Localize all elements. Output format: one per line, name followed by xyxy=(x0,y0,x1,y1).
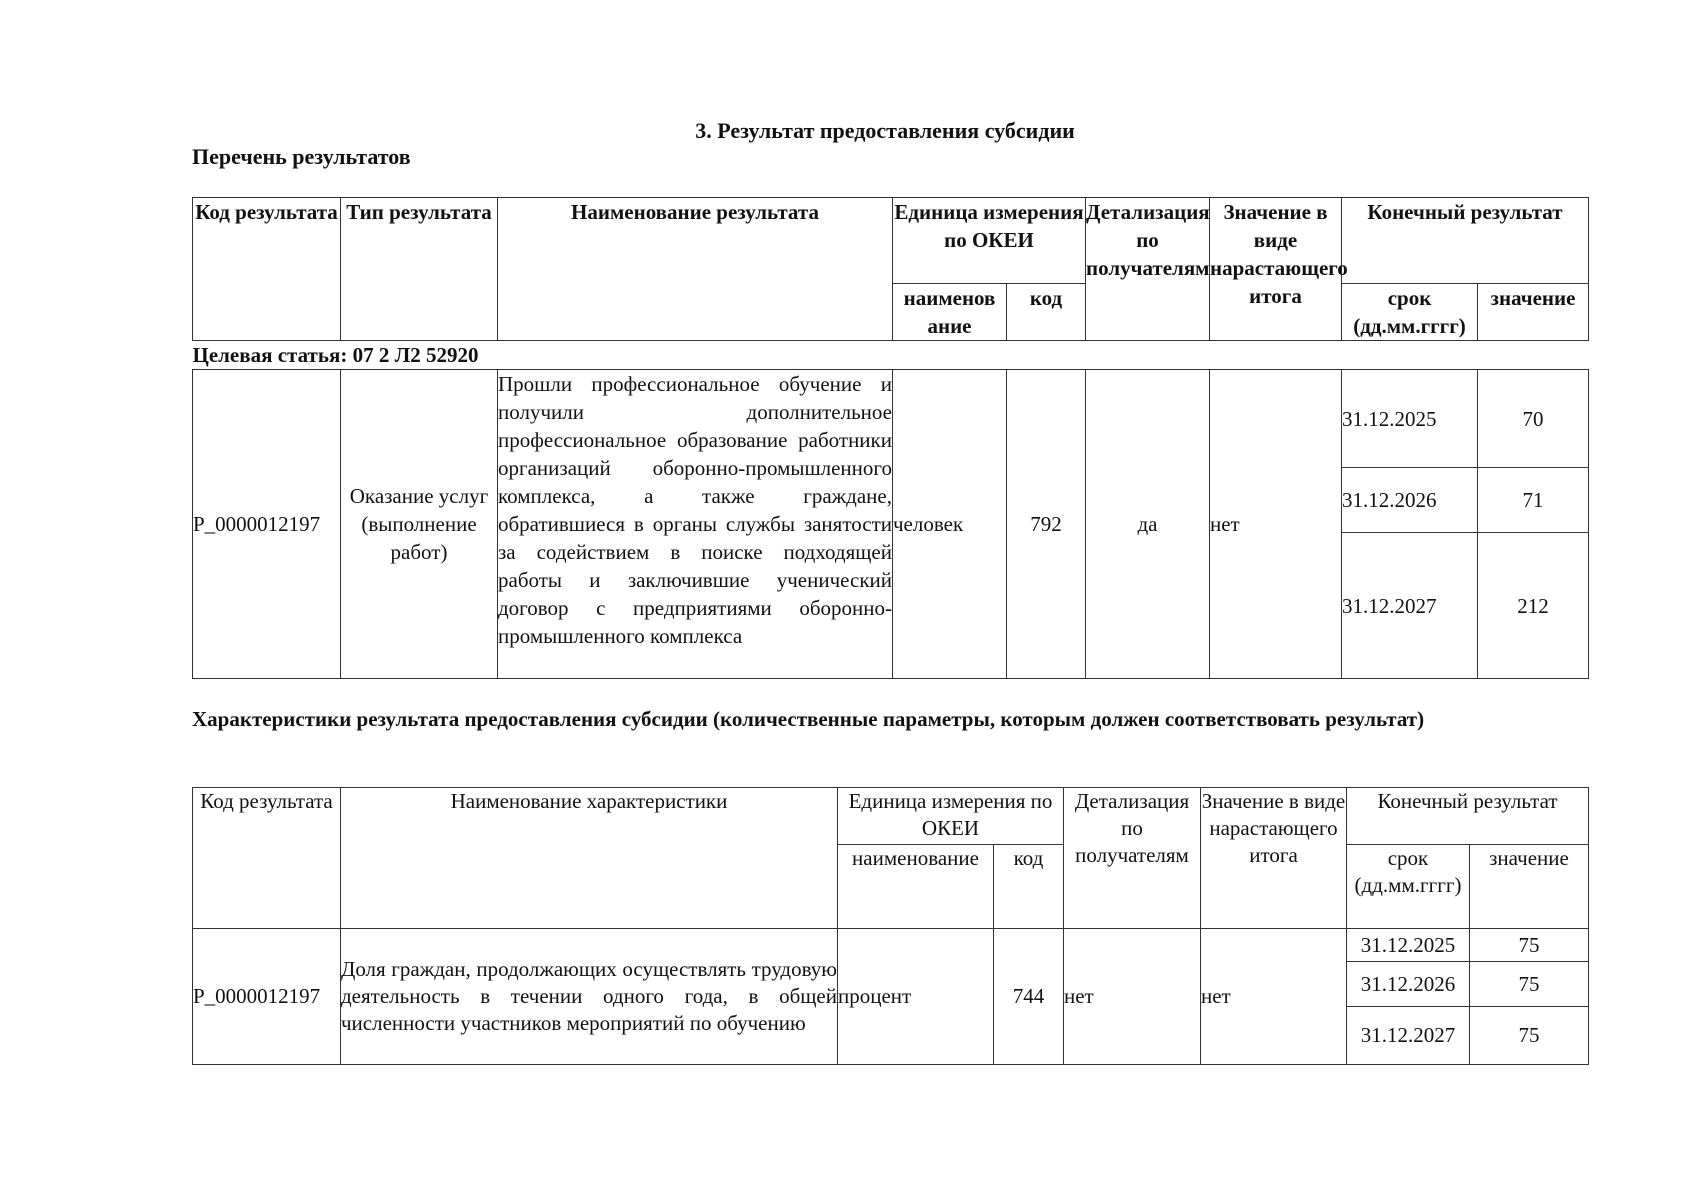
char-cumulative: нет xyxy=(1201,929,1347,1065)
header-value: значение xyxy=(1478,284,1589,341)
result-detail: да xyxy=(1086,370,1210,679)
char-deadline: 31.12.2027 xyxy=(1347,1007,1470,1065)
char-header-cumulative: Значение в виде нарастающего итога xyxy=(1201,788,1347,929)
char-name: Доля граждан, продолжающих осуществлять трудовую деятельность в течении одного года, в общей численности участников мероприятий по обучению xyxy=(341,929,838,1065)
char-code: Р_0000012197 xyxy=(193,929,341,1065)
header-type: Тип результата xyxy=(341,198,498,341)
char-header-name: Наименование характеристики xyxy=(341,788,838,929)
results-table xyxy=(192,197,1589,679)
char-header-unit-name: наименование xyxy=(838,845,994,929)
result-type: Оказание услуг (выполнение работ) xyxy=(341,370,498,679)
result-name: Прошли профессиональное обучение и получили дополнительное профессиональное образование работники организаций оборонно-промышленного комплекса, а также граждане, обратившиеся в органы службы занятости за содействием в поиске подходящей работы и заключившие ученический договор с предприятиями оборонно-промышленного комплекса xyxy=(498,370,893,679)
header-cumulative: Значение в виде нарастающего итога xyxy=(1210,198,1342,341)
char-value: 75 xyxy=(1470,929,1589,962)
char-header-deadline: срок (дд.мм.гггг) xyxy=(1347,845,1470,929)
result-code: Р_0000012197 xyxy=(193,370,341,679)
char-value: 75 xyxy=(1470,962,1589,1007)
page-title: 3. Результат предоставления субсидии xyxy=(695,118,1075,143)
char-deadline: 31.12.2025 xyxy=(1347,929,1470,962)
result-deadline: 31.12.2027 xyxy=(1342,533,1478,679)
char-header-detail: Детализация по получателям xyxy=(1064,788,1201,929)
header-unit-name: наименов ание xyxy=(893,284,1007,341)
header-code: Код результата xyxy=(193,198,341,341)
result-deadline: 31.12.2026 xyxy=(1342,468,1478,533)
header-detail: Детализация по получателям xyxy=(1086,198,1210,341)
target-article: Целевая статья: 07 2 Л2 52920 xyxy=(193,341,1589,370)
result-value: 71 xyxy=(1478,468,1589,533)
result-unit-name: человек xyxy=(893,370,1007,679)
result-unit-code: 792 xyxy=(1007,370,1086,679)
char-header-unit: Единица измерения по ОКЕИ xyxy=(838,788,1064,845)
char-header-unit-code: код xyxy=(994,845,1064,929)
char-unit-code: 744 xyxy=(994,929,1064,1065)
header-deadline: срок (дд.мм.гггг) xyxy=(1342,284,1478,341)
char-header-code: Код результата xyxy=(193,788,341,929)
char-header-final: Конечный результат xyxy=(1347,788,1589,845)
char-detail: нет xyxy=(1064,929,1201,1065)
characteristics-table xyxy=(192,787,1589,1065)
char-unit-name: процент xyxy=(838,929,994,1065)
header-name: Наименование результата xyxy=(498,198,893,341)
result-cumulative: нет xyxy=(1210,370,1342,679)
header-unit-code: код xyxy=(1007,284,1086,341)
result-value: 212 xyxy=(1478,533,1589,679)
characteristics-title: Характеристики результата предоставления субсидии (количественные параметры, которым должен соответствовать результат) xyxy=(192,707,1425,731)
char-header-value: значение xyxy=(1470,845,1589,929)
header-unit: Единица измерения по ОКЕИ xyxy=(893,198,1086,284)
results-list-subtitle: Перечень результатов xyxy=(192,144,411,169)
header-final: Конечный результат xyxy=(1342,198,1589,284)
char-value: 75 xyxy=(1470,1007,1589,1065)
result-deadline: 31.12.2025 xyxy=(1342,370,1478,468)
result-value: 70 xyxy=(1478,370,1589,468)
char-deadline: 31.12.2026 xyxy=(1347,962,1470,1007)
